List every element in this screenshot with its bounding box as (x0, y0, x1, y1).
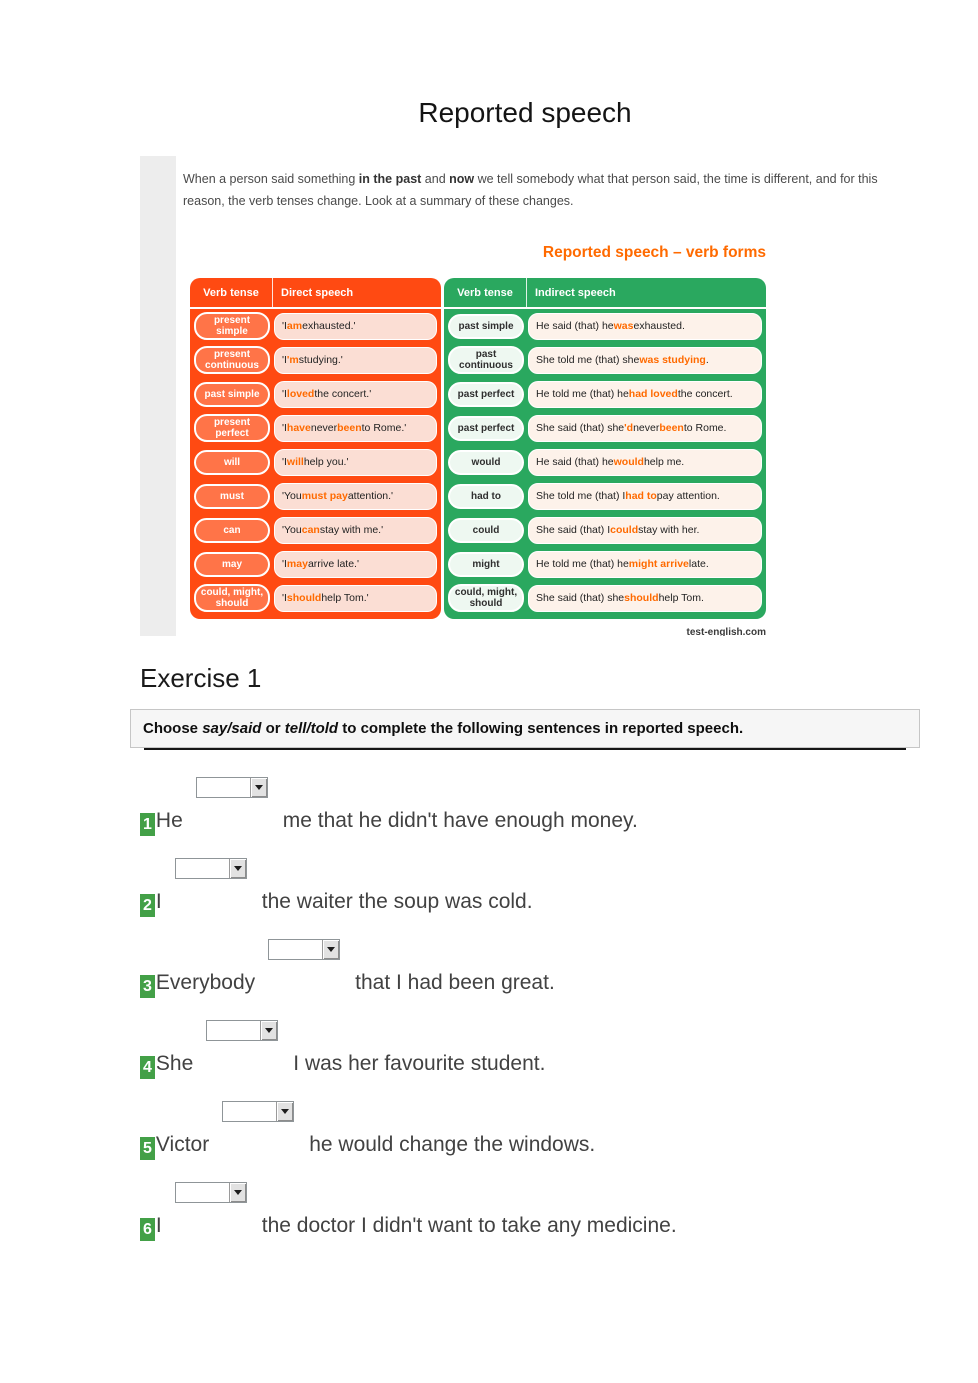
indirect-panel-header (444, 278, 766, 309)
chevron-down-icon (234, 866, 242, 871)
table-row (444, 581, 766, 615)
question-number-badge: 3 (140, 975, 155, 998)
table-row (190, 445, 441, 479)
worksheet-page (130, 0, 920, 1262)
question-before-text: Victor (155, 1133, 210, 1156)
answer-select[interactable] (206, 1020, 278, 1041)
figure-left-gutter (140, 156, 176, 636)
verb-tense-pill: could, might, should (448, 584, 524, 612)
table-row (444, 547, 766, 581)
direct-speech-cell: 'You must pay attention.' (274, 483, 437, 510)
direct-speech-cell: 'I am exhausted.' (274, 313, 437, 340)
chevron-down-icon (265, 1028, 273, 1033)
direct-speech-cell: 'I may arrive late.' (274, 551, 437, 578)
verb-tense-pill: could (448, 518, 524, 543)
table-row (190, 513, 441, 547)
dropdown-row (140, 1100, 920, 1122)
question-number-badge: 1 (140, 813, 155, 836)
sentence-line (140, 887, 920, 917)
question-before-text: She (155, 1052, 194, 1075)
select-arrow-button[interactable] (260, 1021, 277, 1040)
table-row (190, 411, 441, 445)
verb-tense-pill: past simple (448, 314, 524, 339)
answer-select[interactable] (268, 939, 340, 960)
question-number-badge: 6 (140, 1218, 155, 1241)
chevron-down-icon (234, 1190, 242, 1195)
verb-tense-pill: present continuous (194, 346, 270, 374)
select-value (176, 1183, 229, 1202)
verb-tense-pill: will (194, 450, 270, 475)
select-arrow-button[interactable] (229, 859, 246, 878)
question-item (140, 776, 920, 836)
verb-tense-pill: can (194, 518, 270, 543)
indirect-speech-cell: He told me (that) he might arrive late. (528, 551, 762, 578)
sentence-line (140, 806, 920, 836)
dropdown-row (140, 1019, 920, 1041)
verb-tense-pill: past perfect (448, 416, 524, 441)
instruction-box (130, 709, 920, 748)
verb-forms-table-title: Reported speech – verb forms (542, 244, 766, 261)
page-title: Reported speech (418, 97, 632, 128)
column-header-indirect-speech: Indirect speech (526, 278, 766, 307)
answer-select[interactable] (175, 1182, 247, 1203)
select-arrow-button[interactable] (322, 940, 339, 959)
verb-tense-pill: had to (448, 484, 524, 509)
table-row (444, 309, 766, 343)
table-row (444, 513, 766, 547)
sentence-line (140, 1130, 920, 1160)
question-item (140, 1100, 920, 1160)
verb-tense-pill: present perfect (194, 414, 270, 442)
table-row (190, 377, 441, 411)
sentence-line (140, 1211, 920, 1241)
question-before-text: I (155, 1214, 162, 1237)
select-arrow-button[interactable] (250, 778, 267, 797)
verb-tense-pill: past continuous (448, 346, 524, 374)
chevron-down-icon (281, 1109, 289, 1114)
chevron-down-icon (327, 947, 335, 952)
watermark: test-english.com (686, 627, 766, 636)
sentence-line (140, 968, 920, 998)
direct-speech-cell: 'I will help you.' (274, 449, 437, 476)
indirect-speech-panel (444, 278, 766, 619)
dropdown-row (140, 938, 920, 960)
answer-select[interactable] (175, 858, 247, 879)
question-number-badge: 2 (140, 894, 155, 917)
indirect-speech-cell: She said (that) she should help Tom. (528, 585, 762, 612)
table-row (444, 343, 766, 377)
select-value (223, 1102, 276, 1121)
question-after-text: I was her favourite student. (293, 1052, 546, 1075)
indirect-speech-cell: He said (that) he would help me. (528, 449, 762, 476)
direct-speech-cell: 'I 'm studying.' (274, 347, 437, 374)
question-number-badge: 5 (140, 1137, 155, 1160)
select-arrow-button[interactable] (276, 1102, 293, 1121)
question-item (140, 1181, 920, 1241)
verb-tense-pill: could, might, should (194, 584, 270, 612)
question-after-text: the doctor I didn't want to take any medicine. (261, 1214, 677, 1237)
table-row (444, 445, 766, 479)
dropdown-row (140, 857, 920, 879)
indirect-speech-cell: She said (that) I could stay with her. (528, 517, 762, 544)
table-row (190, 547, 441, 581)
sentence-line (140, 1049, 920, 1079)
question-item (140, 857, 920, 917)
question-item (140, 1019, 920, 1079)
verb-tense-pill: past simple (194, 382, 270, 407)
direct-panel-header (190, 278, 441, 309)
select-value (269, 940, 322, 959)
verb-tense-pill: may (194, 552, 270, 577)
verb-forms-table (190, 278, 766, 619)
table-row (190, 581, 441, 615)
answer-select[interactable] (222, 1101, 294, 1122)
table-row (444, 411, 766, 445)
chevron-down-icon (255, 785, 263, 790)
select-value (197, 778, 250, 797)
direct-speech-cell: 'I loved the concert.' (274, 381, 437, 408)
select-arrow-button[interactable] (229, 1183, 246, 1202)
question-after-text: the waiter the soup was cold. (261, 890, 533, 913)
verb-tense-pill: past perfect (448, 382, 524, 407)
exercise-heading: Exercise 1 (140, 663, 262, 693)
indirect-speech-cell: She said (that) she 'd never been to Rome. (528, 415, 762, 442)
dropdown-row (140, 776, 920, 798)
direct-speech-cell: 'I should help Tom.' (274, 585, 437, 612)
direct-speech-panel (190, 278, 441, 619)
select-value (176, 859, 229, 878)
question-after-text: me that he didn't have enough money. (282, 809, 638, 832)
questions-list (140, 776, 920, 1241)
question-after-text: he would change the windows. (309, 1133, 596, 1156)
question-before-text: I (155, 890, 162, 913)
column-header-direct-speech: Direct speech (272, 278, 441, 307)
question-number-badge: 4 (140, 1056, 155, 1079)
divider-line (144, 748, 906, 750)
table-row (444, 479, 766, 513)
select-value (207, 1021, 260, 1040)
question-before-text: Everybody (155, 971, 256, 994)
question-before-text: He (155, 809, 183, 832)
dropdown-row (140, 1181, 920, 1203)
column-header-verb-tense-right: Verb tense (457, 286, 513, 299)
table-row (190, 343, 441, 377)
indirect-speech-cell: She told me (that) I had to pay attention. (528, 483, 762, 510)
table-row (190, 479, 441, 513)
verb-tense-pill: would (448, 450, 524, 475)
table-row (444, 377, 766, 411)
question-item (140, 938, 920, 998)
direct-speech-cell: 'You can stay with me.' (274, 517, 437, 544)
table-row (190, 309, 441, 343)
verb-tense-pill: present simple (194, 312, 270, 340)
column-header-verb-tense-left: Verb tense (203, 286, 259, 299)
reported-speech-figure (140, 156, 905, 636)
direct-speech-cell: 'I have never been to Rome.' (274, 415, 437, 442)
indirect-speech-cell: He said (that) he was exhausted. (528, 313, 762, 340)
verb-tense-pill: must (194, 484, 270, 509)
indirect-speech-cell: She told me (that) she was studying . (528, 347, 762, 374)
question-after-text: that I had been great. (355, 971, 555, 994)
instruction-text: Choose say/said or tell/told to complete the following sentences in reported speech. (143, 720, 744, 737)
intro-paragraph: When a person said something in the past and now we tell somebody what that person said, the time is different, and for this reason, the verb tenses change. Look at a summary of these changes. (183, 172, 878, 208)
answer-select[interactable] (196, 777, 268, 798)
indirect-speech-cell: He told me (that) he had loved the concert. (528, 381, 762, 408)
verb-tense-pill: might (448, 552, 524, 577)
